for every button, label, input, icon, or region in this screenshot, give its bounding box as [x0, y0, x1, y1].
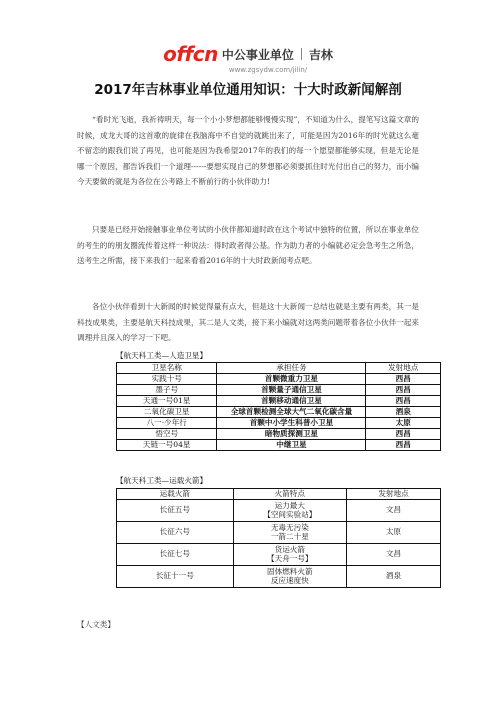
table-header-cell: 发射地点	[366, 363, 441, 374]
table-cell: 西昌	[366, 396, 441, 407]
table-cell: 西昌	[366, 374, 441, 385]
table-cell: 酒泉	[366, 407, 441, 418]
section-label-humanities: 【人文类】	[77, 620, 115, 629]
table-header-cell: 发射地点	[347, 489, 441, 500]
table-cell: 全球首颗检测全球大气二氧化碳含量	[217, 407, 366, 418]
site-url: www.zgsydw.com/jilin/	[228, 66, 308, 74]
table-row	[117, 543, 441, 565]
table-cell: 首颗微重力卫星	[217, 374, 366, 385]
rocket-feature-line: 【空间实验站】	[263, 510, 317, 519]
table-header-cell: 卫星名称	[117, 363, 217, 374]
table-cell: 二氧化碳卫星	[117, 407, 217, 418]
table-cell: 文昌	[347, 499, 441, 521]
table-cell: 天通一号01星	[117, 396, 217, 407]
table-row	[117, 374, 441, 385]
table-cell	[233, 521, 346, 543]
table-cell: 文昌	[347, 543, 441, 565]
header	[96, 42, 400, 76]
table-cell: 长征六号	[117, 521, 234, 543]
table-cell: 天链一号04星	[117, 440, 217, 451]
table-cell: 西昌	[366, 429, 441, 440]
table-cell: 悟空号	[117, 429, 217, 440]
table-header-cell: 承担任务	[217, 363, 366, 374]
brand-name: 中公事业单位	[221, 47, 294, 62]
section-label-satellites: 【航天科工类—人造卫星】	[116, 351, 208, 360]
table-row	[117, 565, 441, 587]
table-cell: 长征十一号	[117, 565, 234, 587]
table-row	[117, 521, 441, 543]
table-cell: 太原	[366, 418, 441, 429]
table-row	[117, 385, 441, 396]
table-row	[117, 418, 441, 429]
table-cell: 墨子号	[117, 385, 217, 396]
table-cell: 酒泉	[347, 565, 441, 587]
paragraph-intro: “看时光飞逝，我祈祷明天，每一个小小梦想都能够慢慢实现”，不知道为什么，提笔写这篇文章的时候，成龙大哥的这首歌的旋律在我脑海中不自觉的就跳出来了，可能是因为2016年的时光就这么毫不留恋的跟我们说了再见，也可能是因为我希望2017年的我们的每一个愿望都能够实现，但是无论是哪一个原因，都告诉我们一个道理------要想实现自己的梦想都必须要抓住时光付出自己的努力，而小编今天要做的就是为各位在公考路上不断前行的小伙伴助力!	[77, 115, 419, 187]
table-cell	[233, 543, 346, 565]
table-row	[117, 429, 441, 440]
rocket-feature-line: 一箭二十星	[270, 532, 309, 541]
table-cell: 八一·少年行	[117, 418, 217, 429]
brand-city: 吉林	[308, 47, 333, 62]
rocket-feature-line: 反应速度快	[270, 576, 309, 585]
table-header-cell: 运载火箭	[117, 489, 234, 500]
brand-logo: offcn	[163, 42, 218, 66]
paragraph-context: 只要是已经开始接触事业单位考试的小伙伴都知道时政在这个考试中独特的位置，所以在事业单位的考生的的朋友圈流传着这样一种说法：得时政者得公基。作为助力者的小编就必定会急考生之所急，送考生之所需，接下来我们一起来看看2016年的十大时政新闻考点吧。	[77, 225, 419, 266]
table-row	[117, 396, 441, 407]
logo-divider	[301, 48, 302, 60]
table-cell: 太原	[347, 521, 441, 543]
table-row	[117, 499, 441, 521]
rocket-table	[116, 488, 441, 588]
table-cell: 首颗量子通信卫星	[217, 385, 366, 396]
table-cell: 中继卫星	[217, 440, 366, 451]
rocket-feature-line: 货运火箭	[274, 544, 305, 554]
paragraph-overview: 各位小伙伴看到十大新闻的时候觉得量有点大，但是这十大新闻一总结也就是主要有两类，其一是科技成果类，主要是航天科技成果，其二是人文类，接下来小编就对这两类问题带着各位小伙伴一起来调理并且深入的学习一下吧。	[77, 302, 419, 343]
table-row	[117, 440, 441, 451]
table-header-row	[117, 489, 441, 500]
rocket-feature-line: 运力最大	[274, 500, 305, 510]
table-row	[117, 407, 441, 418]
rocket-feature-line: 无毒无污染	[270, 522, 309, 532]
rocket-feature-line: 【天舟一号】	[267, 554, 313, 563]
satellite-table	[116, 362, 441, 451]
table-cell: 长征五号	[117, 499, 234, 521]
page-title: 2017年吉林事业单位通用知识：十大时政新闻解剖	[94, 82, 402, 98]
table-cell	[233, 499, 346, 521]
table-cell	[233, 565, 346, 587]
table-cell: 首颗移动通信卫星	[217, 396, 366, 407]
table-cell: 首颗中小学生科普小卫星	[217, 418, 366, 429]
table-cell: 实践十号	[117, 374, 217, 385]
table-cell: 长征七号	[117, 543, 234, 565]
section-label-rockets: 【航天科工类—运载火箭】	[116, 476, 208, 485]
table-header-cell: 火箭特点	[233, 489, 346, 500]
table-cell: 西昌	[366, 440, 441, 451]
table-cell: 暗物质探测卫星	[217, 429, 366, 440]
rocket-feature-line: 固体燃料火箭	[267, 566, 313, 576]
table-header-row	[117, 363, 441, 374]
logo	[96, 42, 400, 66]
table-cell: 西昌	[366, 385, 441, 396]
